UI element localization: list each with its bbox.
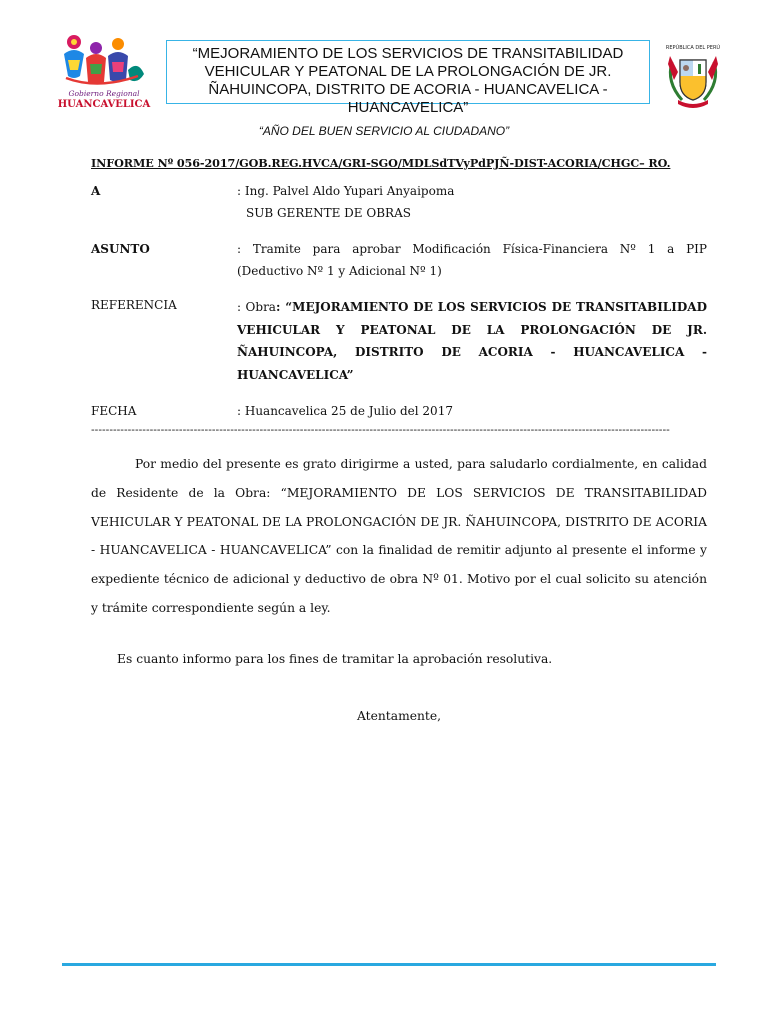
separator-line: -------------------------------------------------------------------------------------------------------------------------------------------------------------- [91, 424, 670, 436]
referencia-value [237, 296, 707, 386]
asunto-line2: (Deductivo Nº 1 y Adicional Nº 1) [237, 264, 442, 278]
signoff: Atentamente, [357, 709, 442, 723]
project-title-box [166, 40, 650, 116]
fecha-value: : Huancavelica 25 de Julio del 2017 [237, 404, 453, 418]
project-title: “MEJORAMIENTO DE LOS SERVICIOS DE TRANSITABILIDAD VEHICULAR Y PEATONAL DE LA PROLONGACIÓN DE JR. ÑAHUINCOPA, DISTRITO DE ACORIA - HUANCAVELICA - HUANCAVELICA” [192, 45, 624, 116]
asunto-label: ASUNTO [91, 242, 150, 256]
body-paragraph [91, 450, 707, 623]
a-recipient: : Ing. Palvel Aldo Yupari Anyaipoma [237, 184, 455, 198]
closing-sentence: Es cuanto informo para los fines de tramitar la aprobación resolutiva. [117, 652, 553, 666]
asunto-line1: : Tramite para aprobar Modificación Física-Financiera Nº 1 a PIP [237, 242, 707, 256]
footer-rule [62, 963, 716, 966]
motto: “AÑO DEL BUEN SERVICIO AL CIUDADANO” [258, 124, 510, 138]
referencia-prefix: : Obra [237, 300, 276, 314]
coat-of-arms-caption: REPÚBLICA DEL PERÚ [665, 45, 721, 51]
logo-line1: Gobierno Regional [68, 89, 140, 98]
referencia-label: REFERENCIA [91, 298, 177, 312]
body-text: Por medio del presente es grato dirigirme a usted, para saludarlo cordialmente, en calidad de Residente de la Obra: “MEJORAMIENTO DE LOS SERVICIOS DE TRANSITABILIDAD VEHICULAR Y PEATONAL DE LA PROLONGACIÓN DE JR. ÑAHUINCOPA, DISTRITO DE ACORIA - HUANCAVELICA - HUANCAVELICA” con la finalidad de remitir adjunto al presente el informe y expediente técnico de adicional y deductivo de obra Nº 01. Motivo por el cual solicito su atención y trámite correspondiente según a ley. [91, 457, 707, 615]
referencia-project: : “MEJORAMIENTO DE LOS SERVICIOS DE TRANSITABILIDAD VEHICULAR Y PEATONAL DE LA PROLONGACIÓN DE JR. ÑAHUINCOPA, DISTRITO DE ACORIA - HUANCAVELICA - HUANCAVELICA” [237, 300, 707, 382]
a-position: SUB GERENTE DE OBRAS [246, 206, 411, 220]
peru-coat-of-arms-icon [664, 42, 722, 108]
a-label: A [91, 184, 101, 198]
logo-line2: HUANCAVELICA [57, 99, 151, 110]
fecha-label: FECHA [91, 404, 137, 418]
informe-number: INFORME Nº 056-2017/GOB.REG.HVCA/GRI-SGO/MDLSdTVyPdPJÑ-DIST-ACORIA/CHGC– RO. [91, 156, 671, 170]
gobierno-regional-logo-icon [58, 30, 150, 110]
